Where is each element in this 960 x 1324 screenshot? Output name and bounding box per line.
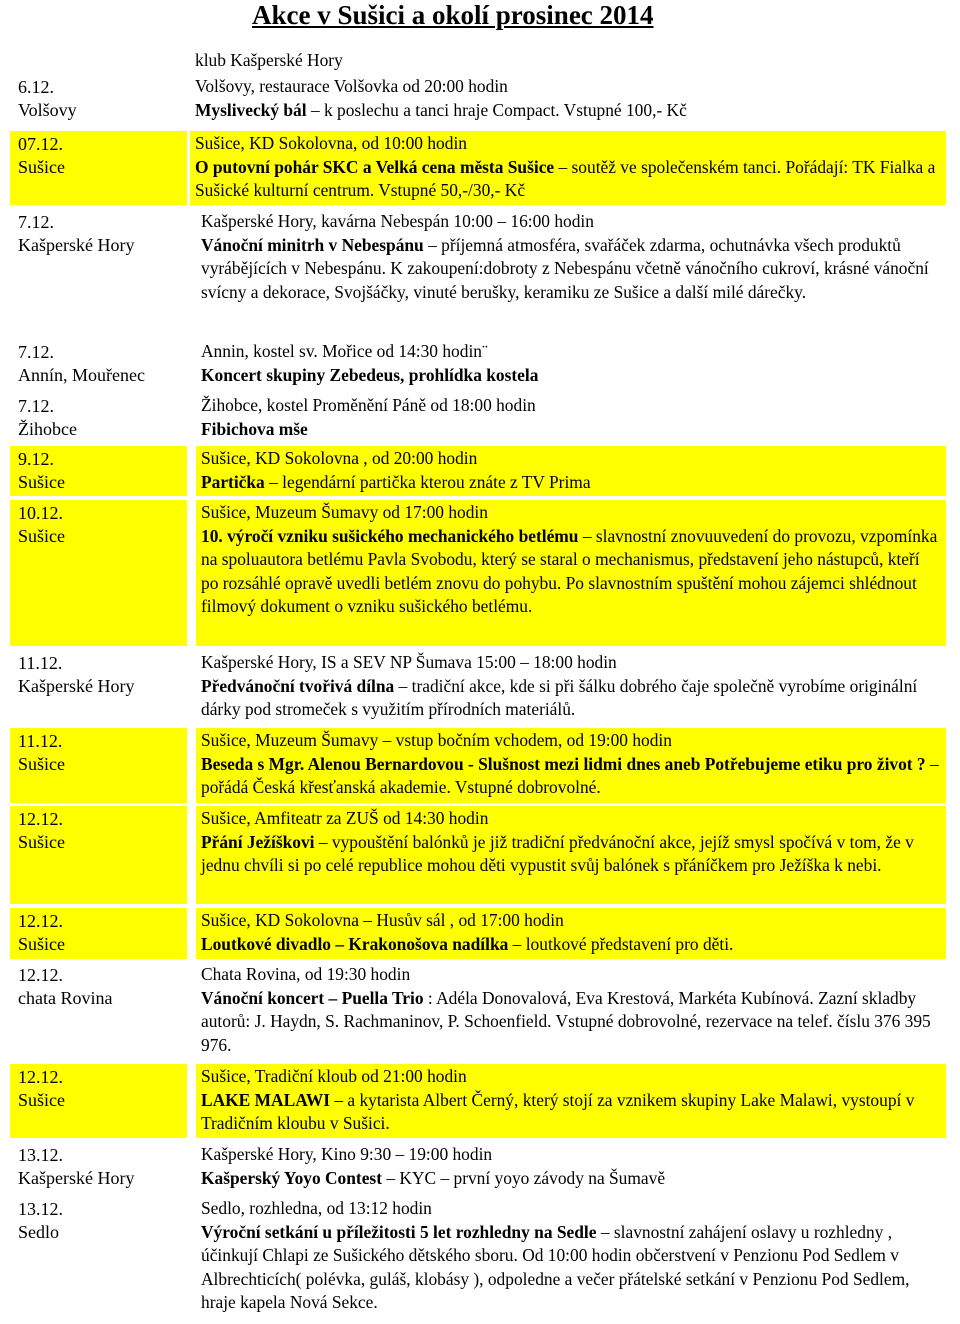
event-title: Koncert skupiny Zebedeus, prohlídka kostela [201, 364, 539, 385]
event-row [0, 728, 960, 803]
event-title: LAKE MALAWI [201, 1089, 330, 1110]
event-date-cell [10, 650, 187, 724]
event-date-cell [10, 339, 187, 389]
event-location: Sušice, KD Sokolovna – Husův sál , od 17:00 hodin [201, 910, 564, 930]
event-row [0, 650, 960, 724]
event-row [0, 1196, 960, 1318]
event-title: Partička [201, 471, 265, 492]
event-location: Volšovy, restaurace Volšovka od 20:00 hodin [195, 76, 508, 96]
event-title: Výroční setkání u příležitosti 5 let rozhledny na Sedle [201, 1221, 597, 1242]
event-place: Sušice [18, 832, 65, 852]
event-title: Loutkové divadlo – Krakonošova nadílka [201, 933, 509, 954]
event-date: 6.12. [18, 77, 54, 97]
event-location: Sušice, Muzeum Šumavy od 17:00 hodin [201, 502, 488, 522]
event-text [201, 1167, 940, 1191]
event-place: Kašperské Hory [18, 676, 135, 696]
event-date: 12.12. [18, 911, 63, 931]
event-place: Sušice [18, 472, 65, 492]
event-details: – příjemná atmosféra, svařáček zdarma, ochutnávka všech produktů vyrábějících v Nebespánu. K zakoupení:dobroty z Nebespánu včetně vánočního cukroví, krásné vánoční svícny a dekorace, Svojšáčky, vinuté berušky, keramiku ze Sušice a další milé dárečky. [201, 234, 929, 302]
event-title: O putovní pohár SKC a Velká cena města Sušice [195, 156, 555, 177]
event-row [0, 500, 960, 646]
event-title: Beseda s Mgr. Alenou Bernardovou - Slušnost mezi lidmi dnes aneb Potřebujeme etiku pro život ? [201, 753, 926, 774]
event-date-cell [10, 446, 187, 496]
event-date-cell [10, 131, 187, 205]
event-location: Kašperské Hory, IS a SEV NP Šumava 15:00 – 18:00 hodin [201, 652, 617, 672]
event-date-cell [10, 728, 187, 803]
event-date-cell [10, 1196, 187, 1318]
event-location: Sedlo, rozhledna, od 13:12 hodin [201, 1198, 432, 1218]
event-date: 7.12. [18, 212, 54, 232]
event-location: Sušice, Amfiteatr za ZUŠ od 14:30 hodin [201, 808, 489, 828]
event-date: 12.12. [18, 809, 63, 829]
event-details: – KYC – první yoyo závody na Šumavě [382, 1167, 666, 1188]
event-text [201, 364, 940, 388]
event-title: Předvánoční tvořivá dílna [201, 675, 395, 696]
event-date: 07.12. [18, 134, 63, 154]
event-place: Sedlo [18, 1222, 60, 1242]
event-date-cell [10, 1064, 187, 1138]
event-details: – pořádá Česká křesťanská akademie. Vstupné dobrovolné. [201, 753, 939, 797]
event-title: Kašperský Yoyo Contest [201, 1167, 382, 1188]
event-place: Volšovy [18, 100, 77, 120]
event-date-cell [10, 393, 187, 443]
event-place: Sušice [18, 754, 65, 774]
event-title: 10. výročí vzniku sušického mechanického betlému [201, 525, 579, 546]
event-location: Sušice, Tradiční kloub od 21:00 hodin [201, 1066, 467, 1086]
event-description [196, 650, 946, 724]
event-title: Myslivecký bál [195, 99, 307, 120]
event-date: 9.12. [18, 449, 54, 469]
event-description [190, 74, 946, 126]
event-location: Chata Rovina, od 19:30 hodin [201, 964, 411, 984]
event-row [0, 962, 960, 1060]
event-location: Žihobce, kostel Proměnění Páně od 18:00 hodin [201, 395, 536, 415]
event-text [195, 99, 940, 123]
event-text [201, 675, 940, 722]
event-description [196, 962, 946, 1060]
event-place: Sušice [18, 526, 65, 546]
event-details: – vypouštění balónků je již tradiční předvánoční akce, jejíž smysl spočívá v tom, že v jednu chvíli si po celé republice mohou děti vypustit svůj balónek s přáníčkem pro Ježíška k nebi. [201, 831, 914, 875]
event-row [0, 209, 960, 336]
event-row [0, 1142, 960, 1192]
event-description [196, 1142, 946, 1192]
event-description [196, 806, 946, 904]
event-text [201, 1089, 940, 1136]
event-date-cell [10, 1142, 187, 1192]
event-date: 11.12. [18, 653, 63, 673]
event-details: – slavnostní zahájení oslavy u rozhledny , účinkují Chlapi ze Sušického dětského sboru. Od 10:00 hodin občerstvení v Penzionu Pod Sedlem v Albrechticích( polévka, guláš, klobásy ), odpoledne a večer přátelské setkání v Penzionu Pod Sedlem, hraje kapela Nová Sekce. [201, 1221, 910, 1312]
event-text [201, 471, 940, 495]
event-date: 11.12. [18, 731, 63, 751]
event-description [196, 1196, 946, 1318]
event-description [196, 393, 946, 443]
event-description [196, 500, 946, 646]
event-details: – k poslechu a tanci hraje Compact. Vstupné 100,- Kč [306, 99, 687, 120]
event-text [201, 1221, 940, 1315]
event-location: Kašperské Hory, kavárna Nebespán 10:00 – 16:00 hodin [201, 211, 594, 231]
event-date-cell [10, 209, 187, 336]
event-details: – a kytarista Albert Černý, který stojí za vznikem skupiny Lake Malawi, vystoupí v Tradičním kloubu v Sušici. [201, 1089, 915, 1133]
event-date-cell [10, 806, 187, 904]
event-description [190, 48, 946, 74]
event-place: Annín, Mouřenec [18, 365, 145, 385]
event-text [201, 418, 940, 442]
event-date: 7.12. [18, 342, 54, 362]
event-row [0, 806, 960, 904]
event-details: : Adéla Donovalová, Eva Krestová, Markéta Kubínová. Zazní skladby autorů: J. Haydn, S. Rachmaninov, P. Schoenfield. Vstupné dobrovolné, rezervace na telef. číslu 376 395 976. [201, 987, 931, 1055]
event-place: Sušice [18, 1090, 65, 1110]
event-description [196, 728, 946, 803]
event-row [0, 908, 960, 959]
event-location: Sušice, KD Sokolovna, od 10:00 hodin [195, 133, 467, 153]
event-description [196, 1064, 946, 1138]
event-place: Sušice [18, 157, 65, 177]
event-place: chata Rovina [18, 988, 113, 1008]
event-date-cell [10, 500, 187, 646]
event-details: – tradiční akce, kde si při šálku dobrého čaje společně vyrobíme originální dárky pod stromeček s využitím přírodních materiálů. [201, 675, 918, 719]
event-description [196, 446, 946, 496]
event-place: Žihobce [18, 419, 77, 439]
event-place: Kašperské Hory [18, 235, 135, 255]
event-description [196, 209, 946, 336]
event-row [0, 1064, 960, 1138]
event-location: klub Kašperské Hory [195, 50, 343, 70]
event-row [0, 74, 960, 126]
event-text [201, 933, 940, 957]
event-location: Annin, kostel sv. Mořice od 14:30 hodin¨ [201, 341, 488, 361]
event-date: 12.12. [18, 965, 63, 985]
event-location: Sušice, Muzeum Šumavy – vstup bočním vchodem, od 19:00 hodin [201, 730, 672, 750]
event-row [0, 446, 960, 496]
event-location: Kašperské Hory, Kino 9:30 – 19:00 hodin [201, 1144, 493, 1164]
event-text [201, 753, 940, 800]
event-row [0, 48, 960, 74]
page-title: Akce v Sušici a okolí prosinec 2014 [252, 0, 654, 30]
event-place: Kašperské Hory [18, 1168, 135, 1188]
event-text [195, 156, 940, 203]
event-row [0, 339, 960, 389]
event-row [0, 131, 960, 205]
event-text [201, 525, 940, 619]
event-title: Fibichova mše [201, 418, 308, 439]
event-text [201, 831, 940, 878]
event-details: – slavnostní znovuuvedení do provozu, vzpomínka na spoluautora betlému Pavla Svobodu, který se staral o mechanismus, představení jeho nástupců, kteří po rozsáhlé opravě uvedli betlém znovu do pohybu. Po slavnostním spuštění mohou zájemci shlédnout filmový dokument o vzniku sušického betlému. [201, 525, 938, 616]
event-description [196, 908, 946, 959]
event-description [190, 131, 946, 205]
event-date: 13.12. [18, 1145, 63, 1165]
event-details: – soutěž ve společenském tanci. Pořádají: TK Fialka a Sušické kulturní centrum. Vstupné 50,-/30,- Kč [195, 156, 936, 200]
event-row [0, 393, 960, 443]
event-place: Sušice [18, 934, 65, 954]
event-details: – legendární partička kterou znáte z TV Prima [264, 471, 591, 492]
event-description [196, 339, 946, 389]
event-title: Vánoční koncert – Puella Trio [201, 987, 424, 1008]
event-date-cell [10, 44, 187, 74]
event-text [201, 987, 940, 1058]
event-date: 12.12. [18, 1067, 63, 1087]
event-date-cell [10, 962, 187, 1060]
event-date-cell [10, 74, 187, 126]
event-location: Sušice, KD Sokolovna , od 20:00 hodin [201, 448, 478, 468]
event-title: Vánoční minitrh v Nebespánu [201, 234, 424, 255]
event-date: 13.12. [18, 1199, 63, 1219]
event-date: 7.12. [18, 396, 54, 416]
event-text [201, 234, 940, 305]
event-date-cell [10, 908, 187, 959]
event-details: – loutkové představení pro děti. [508, 933, 734, 954]
event-date: 10.12. [18, 503, 63, 523]
event-title: Přání Ježíškovi [201, 831, 315, 852]
